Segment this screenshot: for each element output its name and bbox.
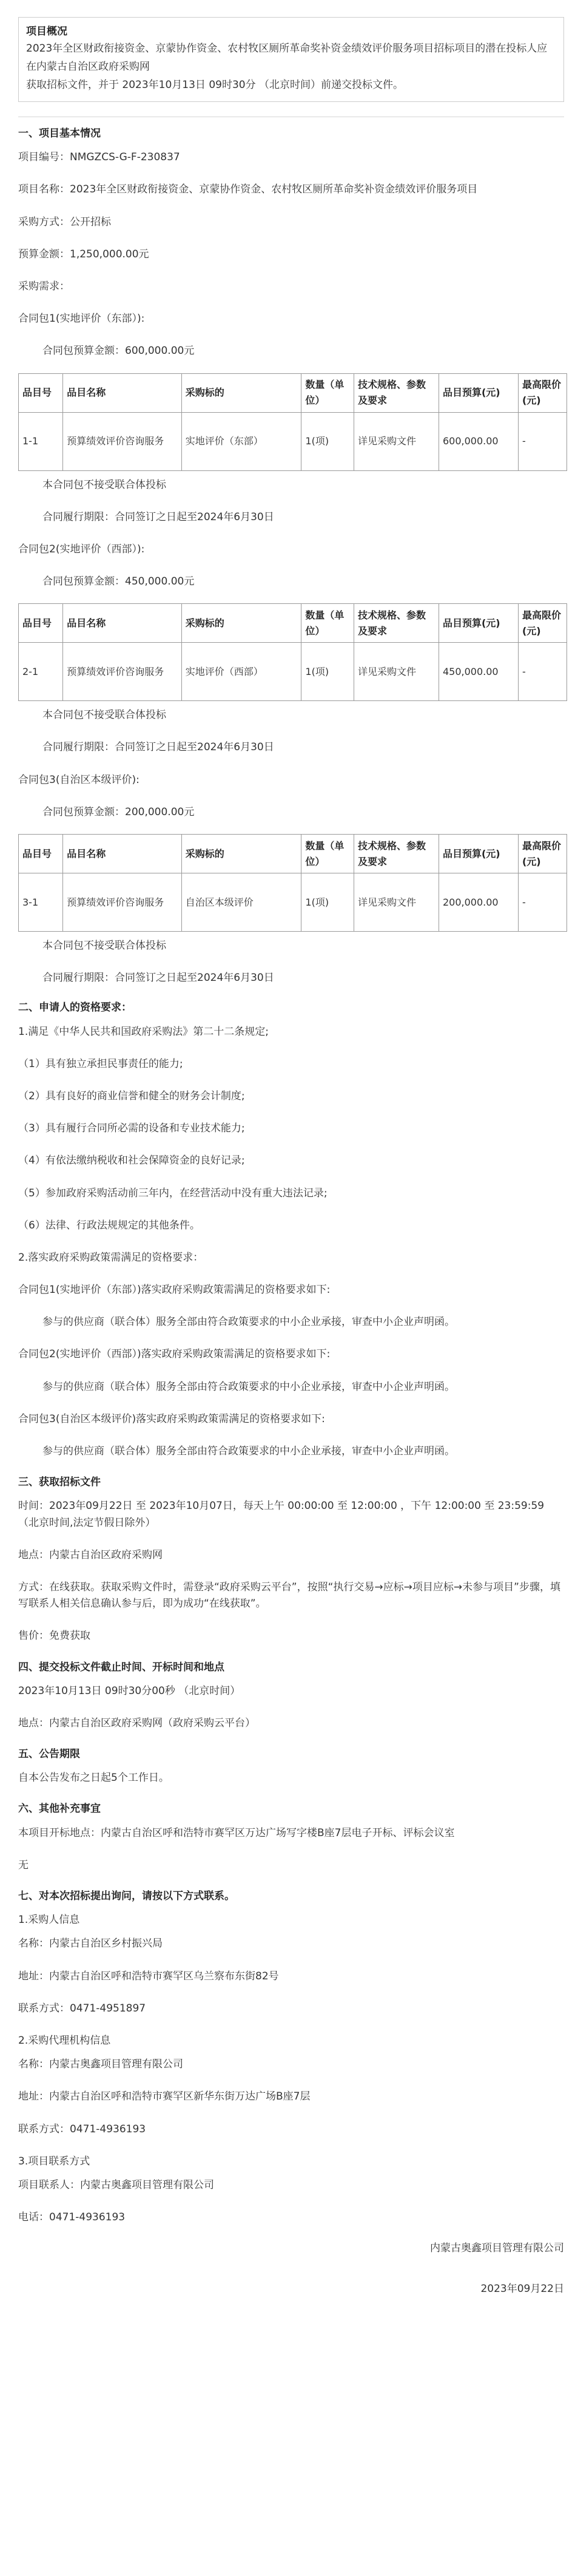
purchaser-address: 地址：内蒙古自治区呼和浩特市赛罕区乌兰察布东街82号 [18,1970,279,1982]
cell-spec: 详见采购文件 [354,643,439,701]
col-limit: 最高限价(元) [518,373,567,412]
col-target: 采购标的 [181,835,301,873]
overview-deadline: 获取招标文件，并于 2023年10月13日 09时30分 （北京时间）前递交投标文件。 [26,78,404,91]
policy-package-1-detail: 参与的供应商（联合体）服务全部由符合政策要求的中小企业承接，审查中小企业声明函。 [42,1316,455,1329]
col-quantity: 数量（单位） [301,373,354,412]
overview-title: 项目概况 [26,25,67,38]
section6-title: 六、其他补充事宜 [18,1803,101,1815]
budget-amount: 预算金额：1,250,000.00元 [18,248,149,260]
section3-title: 三、获取招标文件 [18,1476,101,1489]
agency-contact: 联系方式：0471-4936193 [18,2123,146,2135]
package-3-table [18,834,567,932]
package-1-term: 合同履行期限：合同签订之日起至2024年6月30日 [42,510,274,523]
qualification-item-5: （5）参加政府采购活动前三年内，在经营活动中没有重大违法记录; [18,1187,328,1199]
cell-target: 实地评价（东部） [181,412,301,470]
package-1-table [18,373,567,471]
doc-price: 售价：免费获取 [18,1630,90,1642]
package-3-term: 合同履行期限：合同签订之日起至2024年6月30日 [42,972,274,985]
col-target: 采购标的 [181,373,301,412]
cell-spec: 详见采购文件 [354,873,439,932]
package-2-title: 合同包2(实地评价（西部）): [18,543,145,555]
table-header-row [19,373,567,412]
col-quantity: 数量（单位） [301,604,354,643]
agency-info-heading: 2.采购代理机构信息 [18,2034,111,2047]
cell-budget: 450,000.00 [439,643,518,701]
project-overview-box [18,17,564,102]
cell-target: 实地评价（西部） [181,643,301,701]
section5-title: 五、公告期限 [18,1748,80,1761]
package-1-budget: 合同包预算金额：600,000.00元 [42,345,195,358]
col-item-name: 品目名称 [63,604,181,643]
qualification-item-6: （6）法律、行政法规规定的其他条件。 [18,1219,200,1232]
col-item-no: 品目号 [19,835,63,873]
doc-acquire-place: 地点：内蒙古自治区政府采购网 [18,1548,163,1561]
section1-title: 一、项目基本情况 [18,127,101,140]
col-budget: 品目预算(元) [439,835,518,873]
table-header-row [19,604,567,643]
qualification-req-1: 1.满足《中华人民共和国政府采购法》第二十二条规定; [18,1025,269,1038]
cell-item-no: 2-1 [19,643,63,701]
section2-title: 二、申请人的资格要求： [18,1002,132,1014]
cell-limit: - [518,412,567,470]
purchaser-contact: 联系方式：0471-4951897 [18,2002,146,2015]
col-spec: 技术规格、参数及要求 [354,604,439,643]
col-spec: 技术规格、参数及要求 [354,835,439,873]
col-item-name: 品目名称 [63,373,181,412]
policy-package-3: 合同包3(自治区本级评价)落实政府采购政策需满足的资格要求如下: [18,1412,325,1425]
agency-address: 地址：内蒙古自治区呼和浩特市赛罕区新华东街万达广场B座7层 [18,2090,311,2103]
col-limit: 最高限价(元) [518,835,567,873]
table-row [19,643,567,701]
col-item-name: 品目名称 [63,835,181,873]
project-contact-person: 项目联系人：内蒙古奥鑫项目管理有限公司 [18,2178,214,2191]
cell-spec: 详见采购文件 [354,412,439,470]
purchaser-info-heading: 1.采购人信息 [18,1914,80,1927]
package-3-title: 合同包3(自治区本级评价): [18,773,140,786]
section4-title: 四、提交投标文件截止时间、开标时间和地点 [18,1661,224,1673]
policy-package-1: 合同包1(实地评价（东部）)落实政府采购政策需满足的资格要求如下: [18,1284,331,1296]
cell-item-name: 预算绩效评价咨询服务 [63,873,181,932]
qualification-item-1: （1）具有独立承担民事责任的能力; [18,1057,183,1070]
qualification-item-3: （3）具有履行合同所必需的设备和专业技术能力; [18,1122,245,1135]
table-row [19,412,567,470]
cell-limit: - [518,873,567,932]
cell-budget: 200,000.00 [439,873,518,932]
col-budget: 品目预算(元) [439,604,518,643]
col-budget: 品目预算(元) [439,373,518,412]
col-target: 采购标的 [181,604,301,643]
package-3-consortium-note: 本合同包不接受联合体投标 [42,940,166,952]
qualification-item-4: （4）有依法缴纳税收和社会保障资金的良好记录; [18,1154,245,1167]
doc-acquire-method: 方式：在线获取。获取采购文件时，需登录“政府采购云平台”，按照“执行交易→应标→项目应标→未参与项目”步骤，填写联系人相关信息确认参与后，即为成功“在线获取”。 [18,1581,560,1610]
procurement-method: 采购方式：公开招标 [18,215,111,228]
project-name: 项目名称：2023年全区财政衔接资金、京蒙协作资金、农村牧区厕所革命奖补资金绩效评价服务项目 [18,183,478,196]
package-1-consortium-note: 本合同包不接受联合体投标 [42,478,166,491]
project-contact-heading: 3.项目联系方式 [18,2155,90,2168]
package-3-budget: 合同包预算金额：200,000.00元 [42,805,195,818]
cell-item-no: 1-1 [19,412,63,470]
package-2-budget: 合同包预算金额：450,000.00元 [42,575,195,588]
supplement-none: 无 [18,1859,29,1871]
cell-item-name: 预算绩效评价咨询服务 [63,412,181,470]
project-number: 项目编号：NMGZCS-G-F-230837 [18,151,180,164]
cell-item-no: 3-1 [19,873,63,932]
agency-name: 名称：内蒙古奥鑫项目管理有限公司 [18,2058,183,2071]
policy-package-3-detail: 参与的供应商（联合体）服务全部由符合政策要求的中小企业承接，审查中小企业声明函。 [42,1445,455,1457]
bid-deadline-time: 2023年10月13日 09时30分00秒 （北京时间） [18,1684,241,1697]
cell-item-name: 预算绩效评价咨询服务 [63,643,181,701]
col-limit: 最高限价(元) [518,604,567,643]
col-quantity: 数量（单位） [301,835,354,873]
cell-limit: - [518,643,567,701]
cell-quantity: 1(项) [301,873,354,932]
cell-budget: 600,000.00 [439,412,518,470]
project-contact-phone: 电话：0471-4936193 [18,2211,126,2224]
col-item-no: 品目号 [19,604,63,643]
package-2-table [18,603,567,701]
package-2-term: 合同履行期限：合同签订之日起至2024年6月30日 [42,741,274,754]
cell-target: 自治区本级评价 [181,873,301,932]
section7-title: 七、对本次招标提出询问，请按以下方式联系。 [18,1890,235,1902]
qualification-req-2: 2.落实政府采购政策需满足的资格要求： [18,1251,204,1264]
overview-desc: 2023年全区财政衔接资金、京蒙协作资金、农村牧区厕所革命奖补资金绩效评价服务项目招标项目的潜在投标人应在内蒙古自治区政府采购网 [26,42,548,73]
table-header-row [19,835,567,873]
package-1-title: 合同包1(实地评价（东部）): [18,313,145,325]
policy-package-2-detail: 参与的供应商（联合体）服务全部由符合政策要求的中小企业承接，审查中小企业声明函。 [42,1380,455,1393]
signature-company: 内蒙古奥鑫项目管理有限公司 [430,2242,564,2255]
table-row [19,873,567,932]
policy-package-2: 合同包2(实地评价（西部）)落实政府采购政策需满足的资格要求如下: [18,1348,331,1361]
supplement-text: 本项目开标地点：内蒙古自治区呼和浩特市赛罕区万达广场写字楼B座7层电子开标、评标会议室 [18,1826,455,1839]
col-spec: 技术规格、参数及要求 [354,373,439,412]
procurement-needs-label: 采购需求： [18,280,70,293]
purchaser-name: 名称：内蒙古自治区乡村振兴局 [18,1937,163,1950]
col-item-no: 品目号 [19,373,63,412]
qualification-item-2: （2）具有良好的商业信誉和健全的财务会计制度; [18,1090,245,1102]
signature-date: 2023年09月22日 [480,2283,564,2296]
cell-quantity: 1(项) [301,643,354,701]
doc-acquire-time: 时间：2023年09月22日 至 2023年10月07日，每天上午 00:00:00 至 12:00:00 ，下午 12:00:00 至 23:59:59 （北京时间,法定节假日除外） [18,1500,545,1529]
package-2-consortium-note: 本合同包不接受联合体投标 [42,709,166,722]
notice-period: 自本公告发布之日起5个工作日。 [18,1772,169,1785]
cell-quantity: 1(项) [301,412,354,470]
bid-place: 地点：内蒙古自治区政府采购网（政府采购云平台） [18,1717,255,1729]
